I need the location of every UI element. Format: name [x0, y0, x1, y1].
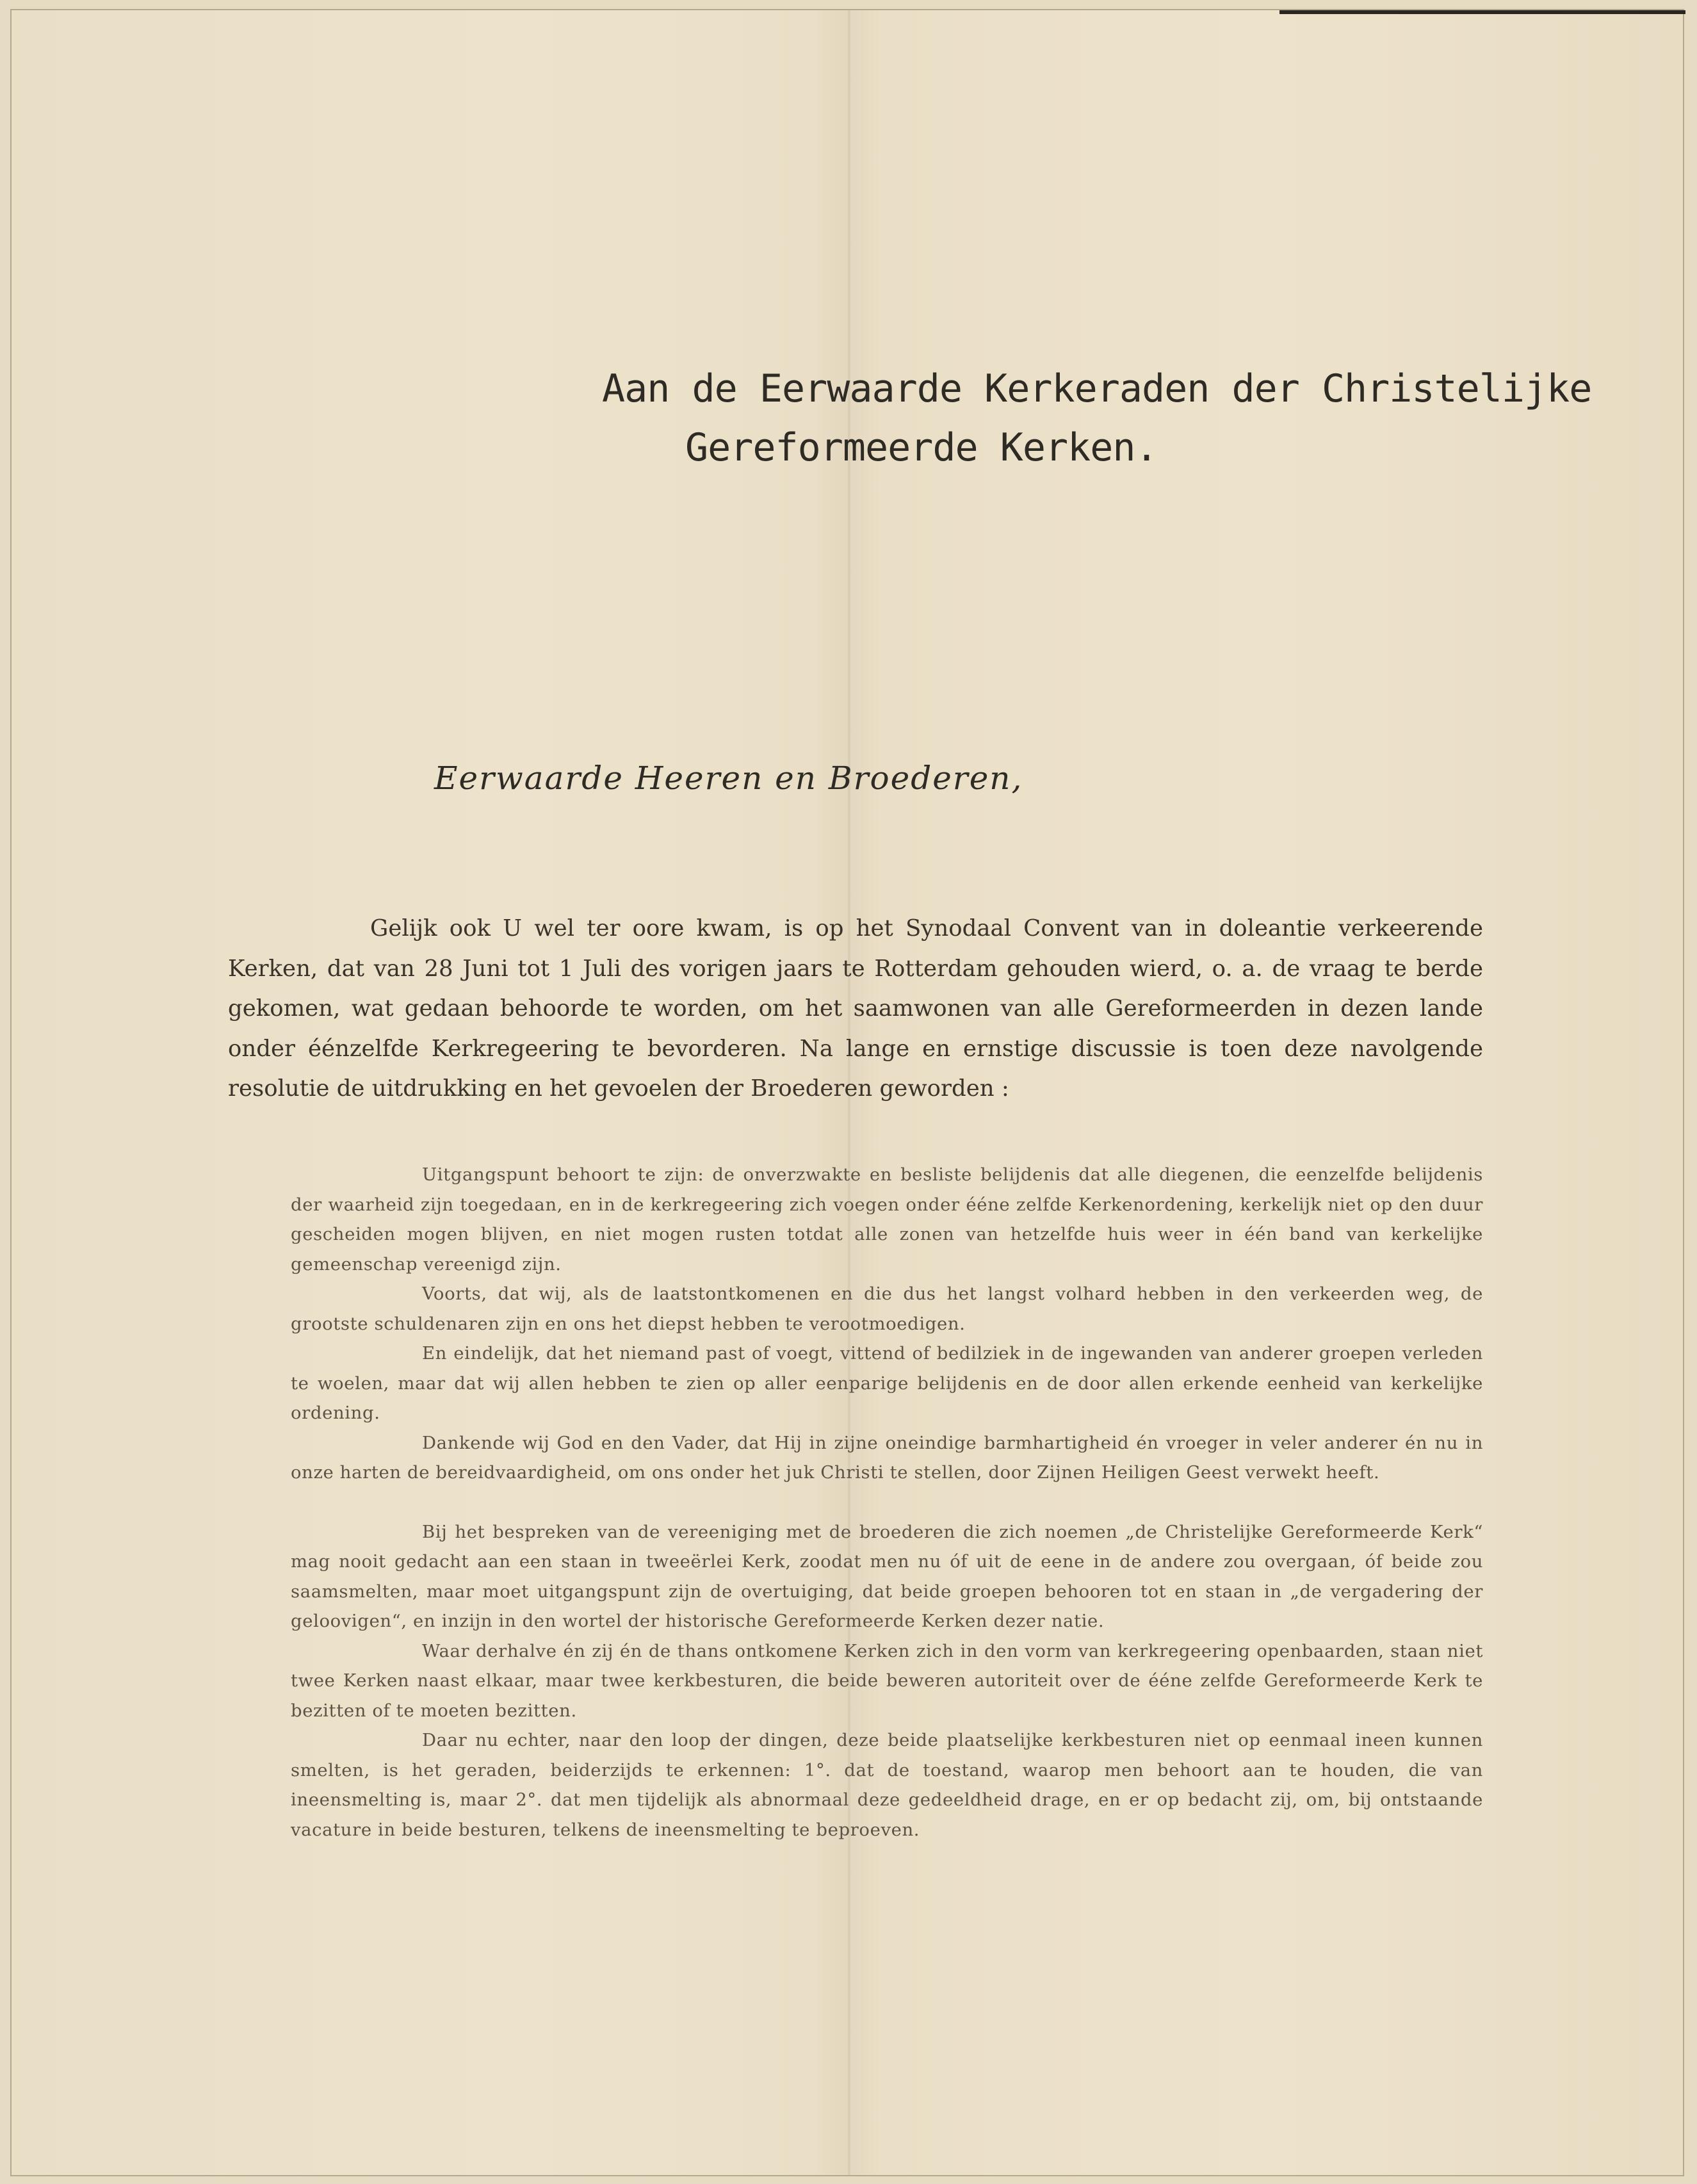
resolution-paragraph: Dankende wij God en den Vader, dat Hij in zijne oneindige barmhartigheid én vroeger in veler anderer én nu in onze harten de bereidvaardigheid, om ons onder het juk Christi te stellen, door Zijnen Heiligen Geest verwekt heeft.: [291, 1432, 1483, 1483]
resolution-paragraph: Waar derhalve én zij én de thans ontkomene Kerken zich in den vorm van kerkregeering openbaarden, staan niet twee Kerken naast elkaar, maar twee kerkbesturen, die beide beweren autoriteit over de ééne zelfde Gereformeerde Kerk te bezitten of te moeten bezitten.: [291, 1640, 1483, 1721]
letter-heading: [602, 359, 1592, 477]
resolution-paragraph: En eindelijk, dat het niemand past of voegt, vittend of bedilziek in de ingewanden van anderer groepen verleden te woelen, maar dat wij allen hebben te zien op aller eenparige belijdenis en de door allen erkende eenheid van kerkelijke ordening.: [291, 1343, 1483, 1423]
intro-paragraph: [228, 909, 1483, 1109]
heading-line-1: Aan de Eerwaarde Kerkeraden der Christelijke: [602, 366, 1592, 411]
letter-page: [10, 9, 1684, 2176]
resolution-text: [291, 1160, 1483, 1845]
resolution-paragraph: Voorts, dat wij, als de laatstontkomenen en die dus het langst volhard hebben in den verkeerden weg, de grootste schuldenaren zijn en ons het diepst hebben te verootmoedigen.: [291, 1284, 1483, 1334]
intro-text: Gelijk ook U wel ter oore kwam, is op het Synodaal Convent van in doleantie verkeerende Kerken, dat van 28 Juni tot 1 Juli des vorigen jaars te Rotterdam gehouden wierd, o. a. de vraag te berde gekomen, wat gedaan behoorde te worden, om het saamwonen van alle Gereformeerden in dezen lande onder éénzelfde Kerkregeering te bevorderen. Na lange en ernstige discussie is toen deze navolgende resolutie de uitdrukking en het gevoelen der Broederen geworden :: [228, 915, 1483, 1102]
edge-mark: [1279, 10, 1685, 14]
resolution-paragraph: Bij het bespreken van de vereeniging met de broederen die zich noemen „de Christelijke Gereformeerde Kerk“ mag nooit gedacht aan een staan in tweeërlei Kerk, zoodat men nu óf uit de eene in de andere zou overgaan, óf beide zou saamsmelten, maar moet uitgangspunt zijn de overtuiging, dat beide groepen behooren tot en staan in „de vergadering der geloovigen“, en inzijn in den wortel der historische Gereformeerde Kerken dezer natie.: [291, 1521, 1483, 1631]
heading-line-2: Gereformeerde Kerken.: [685, 425, 1158, 470]
resolution-paragraph: Daar nu echter, naar den loop der dingen, deze beide plaatselijke kerkbesturen niet op eenmaal ineen kunnen smelten, is het geraden, beiderzijds te erkennen: 1°. dat de toestand, waarop men behoort aan te houden, die van ineensmelting is, maar 2°. dat men tijdelijk als abnormaal deze gedeeldheid drage, en er op bedacht zij, om, bij ontstaande vacature in beide besturen, telkens de ineensmelting te beproeven.: [291, 1730, 1483, 1840]
resolution-paragraph: Uitgangspunt behoort te zijn: de onverzwakte en besliste belijdenis dat alle diegenen, die eenzelfde belijdenis der waarheid zijn toegedaan, en in de kerkregeering zich voegen onder ééne zelfde Kerkenordening, kerkelijk niet op den duur gescheiden mogen blijven, en niet mogen rusten totdat alle zonen van hetzelfde huis weer in één band van kerkelijke gemeenschap vereenigd zijn.: [291, 1164, 1483, 1275]
salutation: Eerwaarde Heeren en Broederen,: [434, 760, 1023, 797]
